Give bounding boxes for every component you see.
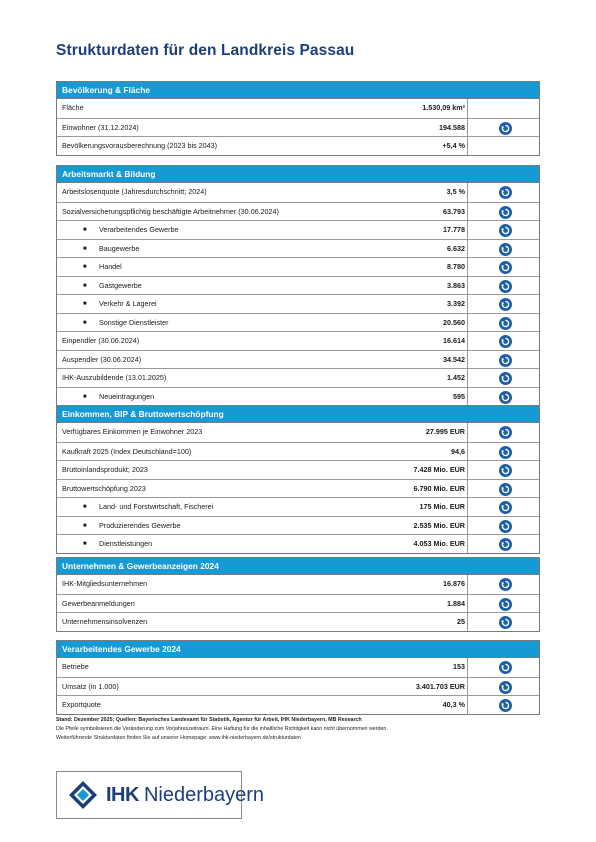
section-3 bbox=[56, 557, 540, 632]
trend-arrow-icon[interactable] bbox=[499, 661, 512, 674]
page-title: Strukturdaten für den Landkreis Passau bbox=[56, 42, 355, 59]
column-divider bbox=[467, 535, 468, 553]
row-value: 2.535 Mio. EUR bbox=[413, 520, 465, 530]
trend-arrow-icon[interactable] bbox=[499, 616, 512, 629]
table-row bbox=[57, 575, 539, 594]
column-divider bbox=[467, 258, 468, 276]
table-row bbox=[57, 594, 539, 613]
row-label: Verfügbares Einkommen je Einwohner 2023 bbox=[62, 427, 203, 436]
bullet-icon: ■ bbox=[83, 393, 87, 400]
row-value: 17.778 bbox=[443, 225, 465, 234]
bullet-icon: ■ bbox=[83, 282, 87, 289]
row-value: 20.560 bbox=[443, 317, 465, 327]
column-divider bbox=[467, 696, 468, 714]
row-value: 7.428 Mio. EUR bbox=[413, 465, 465, 474]
trend-arrow-icon[interactable] bbox=[499, 699, 512, 712]
column-divider bbox=[467, 423, 468, 442]
row-label: Exportquote bbox=[62, 700, 101, 709]
ihk-diamond-icon bbox=[68, 780, 98, 810]
column-divider bbox=[467, 678, 468, 696]
table-row bbox=[57, 497, 539, 516]
column-divider bbox=[467, 99, 468, 118]
table-row bbox=[57, 516, 539, 535]
column-divider bbox=[467, 517, 468, 535]
trend-arrow-icon[interactable] bbox=[499, 206, 512, 219]
trend-arrow-icon[interactable] bbox=[499, 520, 512, 533]
row-label: Gastgewerbe bbox=[99, 280, 142, 290]
bullet-icon: ■ bbox=[83, 227, 87, 233]
table-row bbox=[57, 534, 539, 553]
column-divider bbox=[467, 498, 468, 516]
trend-arrow-icon[interactable] bbox=[499, 335, 512, 348]
table-row bbox=[57, 257, 539, 276]
trend-arrow-icon[interactable] bbox=[499, 122, 512, 135]
row-value: 3.392 bbox=[447, 299, 465, 308]
row-label: IHK-Auszubildende (13.01.2025) bbox=[62, 373, 167, 382]
row-label: Arbeitslosenquote (Jahresdurchschnitt; 2024) bbox=[62, 187, 207, 196]
section-4 bbox=[56, 640, 540, 715]
trend-arrow-icon[interactable] bbox=[499, 298, 512, 311]
trend-arrow-icon[interactable] bbox=[499, 243, 512, 256]
table-row bbox=[57, 460, 539, 479]
row-value: 3.401.703 EUR bbox=[415, 681, 465, 691]
table-row bbox=[57, 442, 539, 461]
table-row bbox=[57, 183, 539, 202]
row-value: 40,3 % bbox=[442, 700, 465, 709]
bullet-icon: ■ bbox=[83, 301, 87, 307]
trend-arrow-icon[interactable] bbox=[499, 280, 512, 293]
row-label: Baugewerbe bbox=[99, 243, 140, 253]
table-row bbox=[57, 202, 539, 221]
table-row bbox=[57, 612, 539, 631]
table-row bbox=[57, 118, 539, 137]
footer-note: Die Pfeile symbolisieren die Veränderung zum Vorjahreszeitraum. Eine Haftung für die inhaltliche Richtigkeit kann nicht übernommen werden. bbox=[56, 726, 388, 733]
row-label: Verarbeitendes Gewerbe bbox=[99, 225, 179, 234]
table-row bbox=[57, 479, 539, 498]
row-value: 6.632 bbox=[447, 243, 465, 253]
row-value: 3.863 bbox=[447, 280, 465, 290]
column-divider bbox=[467, 613, 468, 631]
row-label: Dienstleistungen bbox=[99, 539, 153, 548]
column-divider bbox=[467, 480, 468, 498]
column-divider bbox=[467, 388, 468, 406]
trend-arrow-icon[interactable] bbox=[499, 578, 512, 591]
logo-region-text: Niederbayern bbox=[143, 783, 265, 806]
bullet-icon: ■ bbox=[83, 522, 87, 529]
trend-arrow-icon[interactable] bbox=[499, 317, 512, 330]
row-value: 1.452 bbox=[447, 373, 465, 382]
row-label: Sonstige Dienstleister bbox=[99, 317, 169, 327]
row-label: Unternehmensinsolvenzen bbox=[62, 617, 148, 626]
table-row bbox=[57, 136, 539, 155]
bullet-icon: ■ bbox=[83, 319, 87, 326]
section-heading: Arbeitsmarkt & Bildung bbox=[57, 166, 539, 183]
section-0 bbox=[56, 81, 540, 156]
trend-arrow-icon[interactable] bbox=[499, 538, 512, 551]
row-value: 595 bbox=[453, 391, 465, 401]
column-divider bbox=[467, 332, 468, 350]
column-divider bbox=[467, 575, 468, 594]
row-value: 63.793 bbox=[443, 206, 465, 216]
table-row bbox=[57, 350, 539, 369]
row-value: 94,6 bbox=[451, 446, 465, 456]
trend-arrow-icon[interactable] bbox=[499, 464, 512, 477]
column-divider bbox=[467, 461, 468, 479]
row-value: 25 bbox=[457, 617, 465, 626]
row-label: Betriebe bbox=[62, 662, 89, 671]
row-label: Handel bbox=[99, 262, 122, 271]
row-value: 1.530,09 km² bbox=[422, 103, 465, 112]
trend-arrow-icon[interactable] bbox=[499, 261, 512, 274]
column-divider bbox=[467, 295, 468, 313]
table-row bbox=[57, 331, 539, 350]
column-divider bbox=[467, 137, 468, 155]
row-value: +5,4 % bbox=[442, 141, 465, 150]
row-value: 175 Mio. EUR bbox=[419, 502, 465, 511]
table-row bbox=[57, 294, 539, 313]
row-label: Umsatz (in 1.000) bbox=[62, 681, 119, 691]
bullet-icon: ■ bbox=[83, 504, 87, 510]
row-label: Bruttowertschöpfung 2023 bbox=[62, 483, 146, 493]
row-label: Gewerbeanmeldungen bbox=[62, 598, 135, 608]
section-1 bbox=[56, 165, 540, 406]
row-value: 16.614 bbox=[443, 336, 465, 345]
column-divider bbox=[467, 183, 468, 202]
table-row bbox=[57, 368, 539, 387]
trend-arrow-icon[interactable] bbox=[499, 681, 512, 694]
column-divider bbox=[467, 314, 468, 332]
column-divider bbox=[467, 369, 468, 387]
trend-arrow-icon[interactable] bbox=[499, 186, 512, 199]
row-label: Sozialversicherungspflichtig beschäftigte Arbeitnehmer (30.06.2024) bbox=[62, 206, 279, 216]
row-value: 34.542 bbox=[443, 354, 465, 364]
trend-arrow-icon[interactable] bbox=[499, 391, 512, 404]
row-label: Kaufkraft 2025 (Index Deutschland=100) bbox=[62, 446, 192, 456]
column-divider bbox=[467, 351, 468, 369]
row-value: 27.995 EUR bbox=[425, 427, 465, 436]
table-row bbox=[57, 658, 539, 677]
footer-source: Stand: Dezember 2025; Quellen: Bayerisches Landesamt für Statistik, Agentur für Arbeit, IHK Niederbayern, MB Research bbox=[56, 717, 362, 723]
row-value: 16.876 bbox=[443, 579, 465, 588]
table-row bbox=[57, 313, 539, 332]
footer-notes bbox=[56, 716, 540, 744]
logo-ihk-text: IHK bbox=[106, 783, 139, 806]
table-row bbox=[57, 695, 539, 714]
bullet-icon: ■ bbox=[83, 541, 87, 547]
row-label: Einpendler (30.06.2024) bbox=[62, 336, 140, 345]
row-value: 1.884 bbox=[447, 598, 465, 608]
row-label: Land- und Forstwirtschaft, Fischerei bbox=[99, 502, 214, 511]
column-divider bbox=[467, 203, 468, 221]
trend-arrow-icon[interactable] bbox=[499, 426, 512, 439]
trend-arrow-icon[interactable] bbox=[499, 354, 512, 367]
table-row bbox=[57, 423, 539, 442]
trend-arrow-icon[interactable] bbox=[499, 483, 512, 496]
trend-arrow-icon[interactable] bbox=[499, 224, 512, 237]
trend-arrow-icon[interactable] bbox=[499, 598, 512, 611]
row-value: 6.790 Mio. EUR bbox=[413, 483, 465, 493]
bullet-icon: ■ bbox=[83, 264, 87, 270]
row-label: Auspendler (30.06.2024) bbox=[62, 354, 142, 364]
row-value: 8.780 bbox=[447, 262, 465, 271]
footer-more: Weiterführende Strukturdaten finden Sie auf unserer Homepage: www.ihk-niederbayern.de/strukturdaten bbox=[56, 735, 301, 742]
section-heading: Bevölkerung & Fläche bbox=[57, 82, 539, 99]
table-row bbox=[57, 677, 539, 696]
row-label: Einwohner (31.12.2024) bbox=[62, 122, 139, 132]
column-divider bbox=[467, 221, 468, 239]
table-row bbox=[57, 276, 539, 295]
ihk-logo bbox=[56, 771, 265, 819]
row-label: IHK-Mitgliedsunternehmen bbox=[62, 579, 148, 588]
row-label: Fläche bbox=[62, 103, 84, 112]
table-row bbox=[57, 387, 539, 406]
row-label: Neueintragungen bbox=[99, 391, 155, 401]
column-divider bbox=[467, 119, 468, 137]
column-divider bbox=[467, 658, 468, 677]
table-row bbox=[57, 220, 539, 239]
bullet-icon: ■ bbox=[83, 245, 87, 252]
column-divider bbox=[467, 443, 468, 461]
row-label: Produzierendes Gewerbe bbox=[99, 520, 181, 530]
column-divider bbox=[467, 277, 468, 295]
table-row bbox=[57, 239, 539, 258]
section-heading: Einkommen, BIP & Bruttowertschöpfung bbox=[57, 406, 539, 423]
column-divider bbox=[467, 240, 468, 258]
row-value: 4.053 Mio. EUR bbox=[413, 539, 465, 548]
trend-arrow-icon[interactable] bbox=[499, 501, 512, 514]
trend-arrow-icon[interactable] bbox=[499, 446, 512, 459]
section-heading: Verarbeitendes Gewerbe 2024 bbox=[57, 641, 539, 658]
section-2 bbox=[56, 405, 540, 554]
row-value: 153 bbox=[453, 662, 465, 671]
row-label: Verkehr & Lagerei bbox=[99, 299, 157, 308]
column-divider bbox=[467, 595, 468, 613]
row-label: Bruttoinlandsprodukt; 2023 bbox=[62, 465, 148, 474]
row-value: 3,5 % bbox=[446, 187, 465, 196]
row-value: 194.588 bbox=[439, 122, 465, 132]
table-row bbox=[57, 99, 539, 118]
section-heading: Unternehmen & Gewerbeanzeigen 2024 bbox=[57, 558, 539, 575]
trend-arrow-icon[interactable] bbox=[499, 372, 512, 385]
row-label: Bevölkerungsvorausberechnung (2023 bis 2043) bbox=[62, 141, 218, 150]
